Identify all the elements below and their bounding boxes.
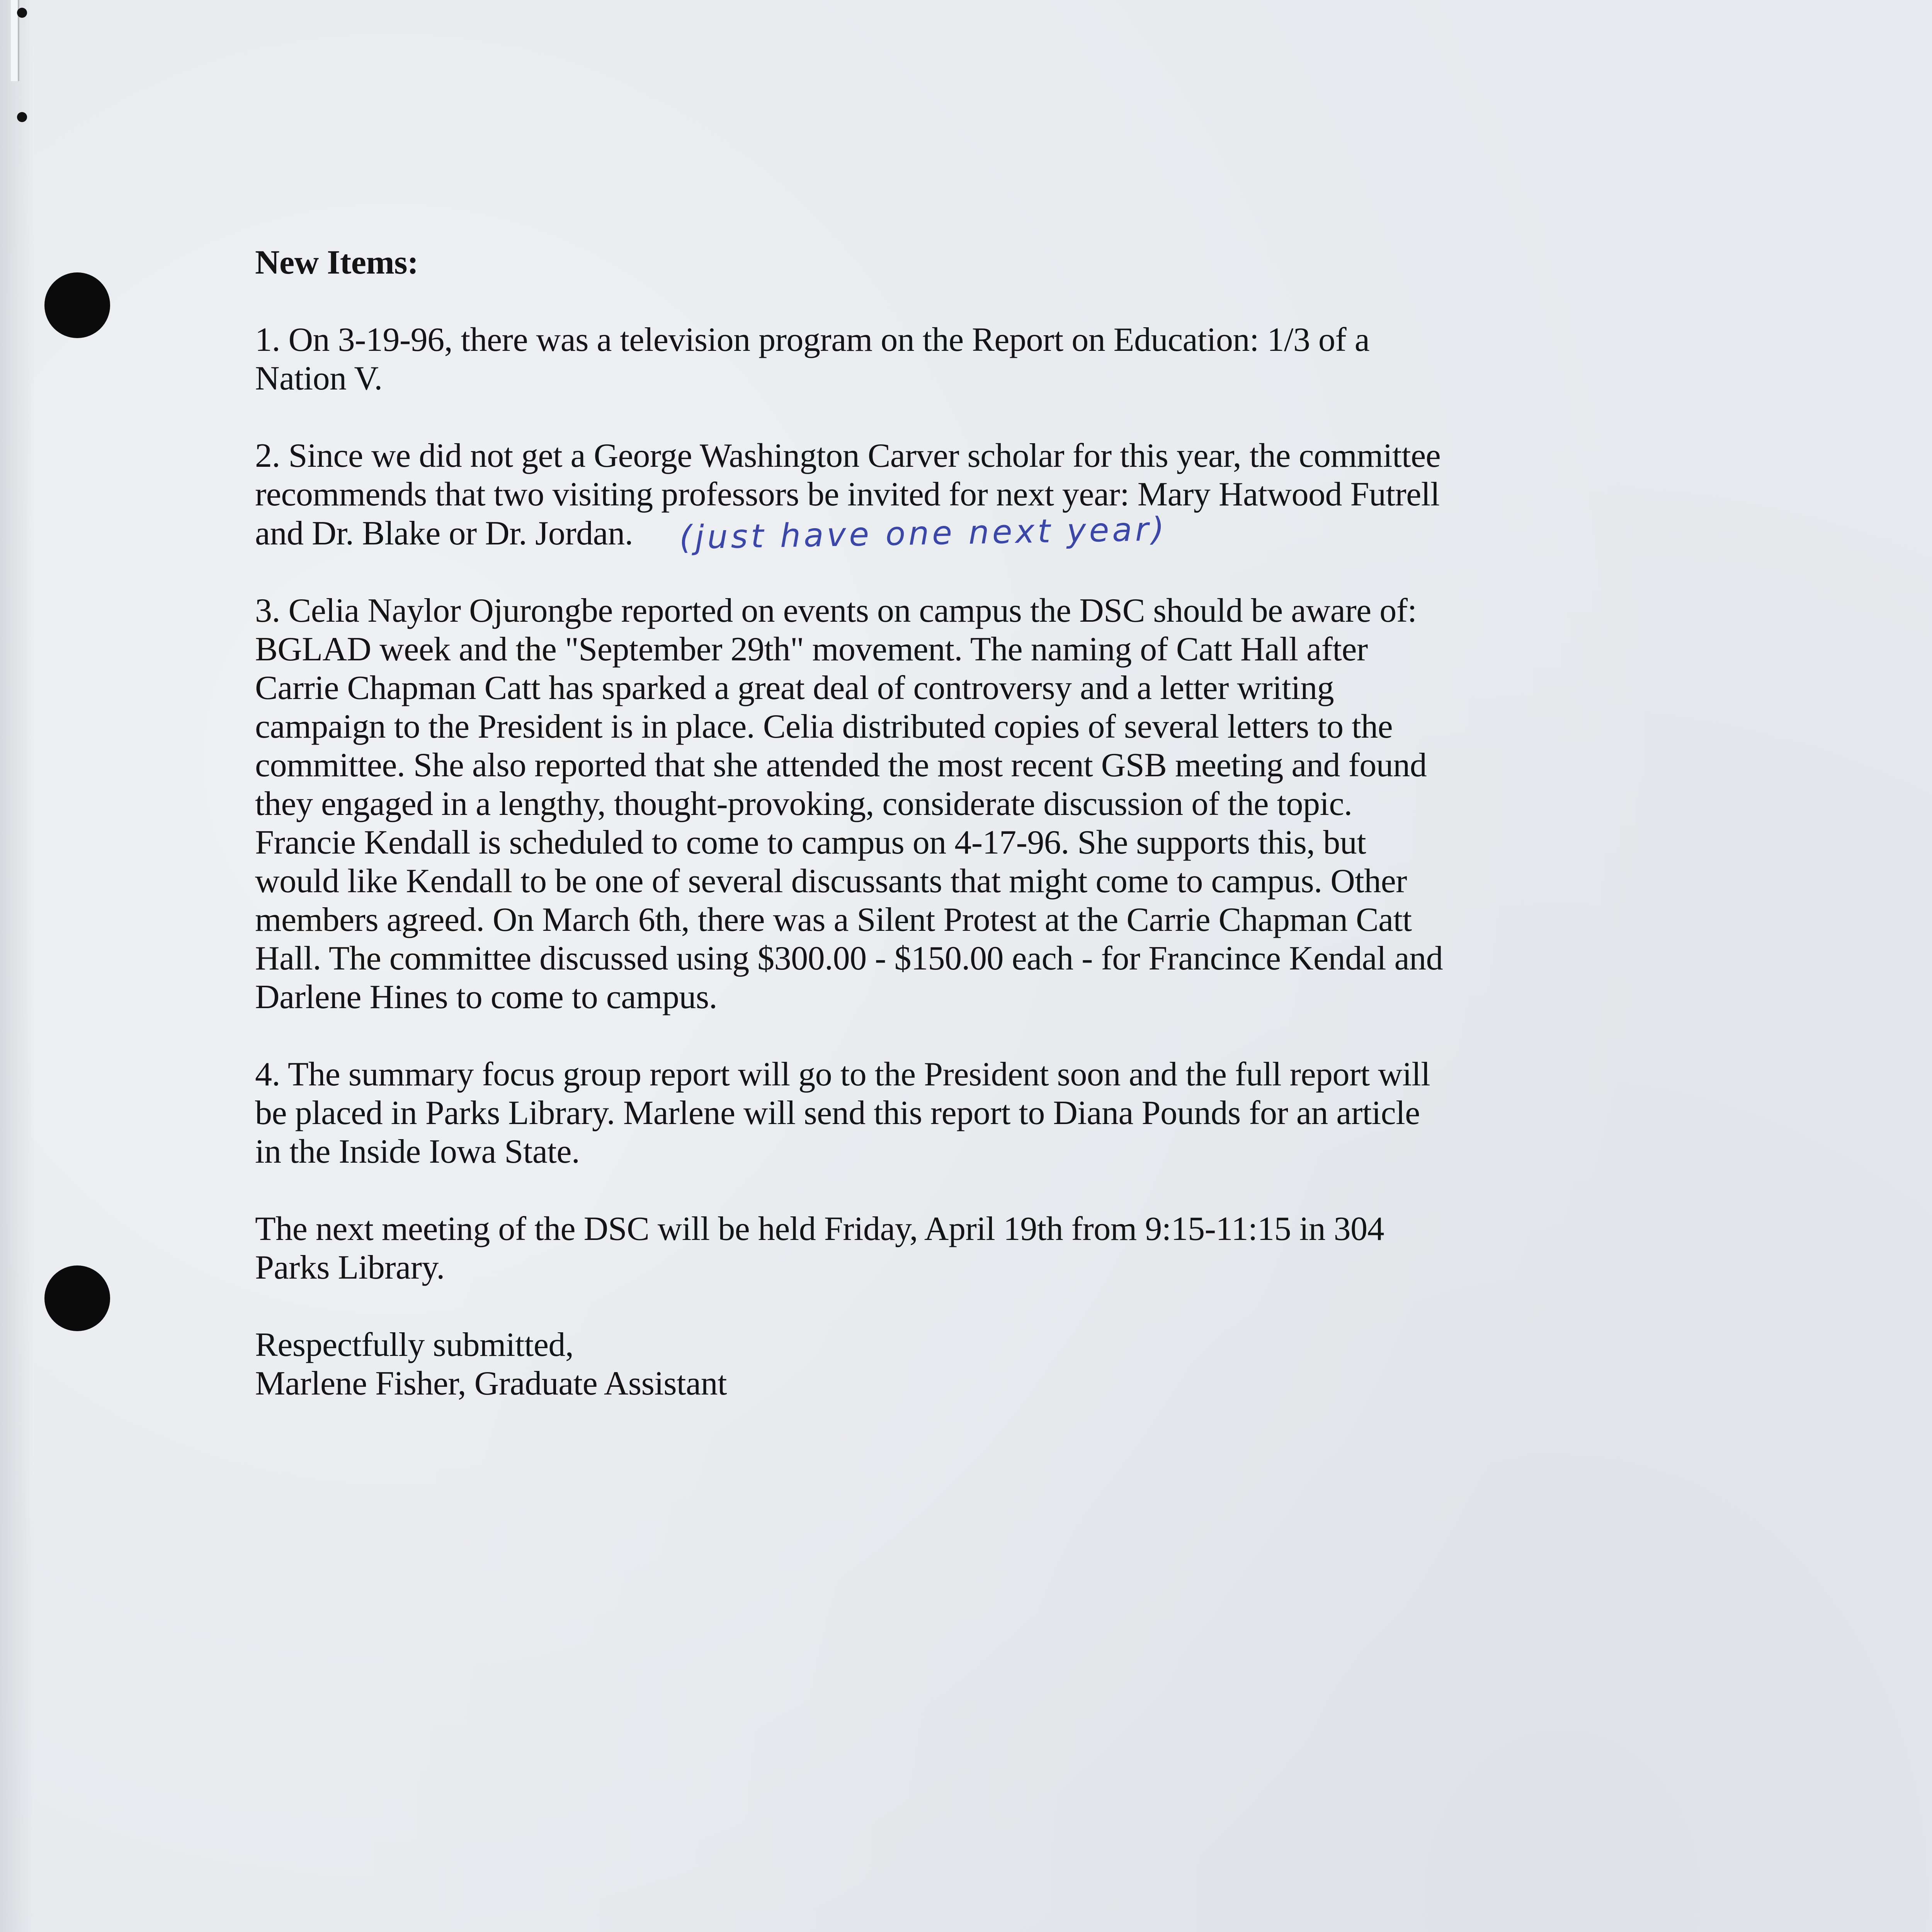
item-3-line: they engaged in a lengthy, thought-provoking, considerate discussion of the topic. xyxy=(255,785,1352,823)
item-3 xyxy=(255,592,1669,1017)
scan-speck-top xyxy=(17,8,27,18)
item-2-line-text: and Dr. Blake or Dr. Jordan. xyxy=(255,515,633,552)
punch-hole-middle xyxy=(44,1265,110,1331)
signature-name: Marlene Fisher, Graduate Assistant xyxy=(255,1365,727,1402)
punch-hole-top xyxy=(44,272,110,338)
item-3-line: committee. She also reported that she attended the most recent GSB meeting and found xyxy=(255,747,1427,784)
section-heading: New Items: xyxy=(255,244,418,281)
item-3-line: BGLAD week and the "September 29th" movement. The naming of Catt Hall after xyxy=(255,631,1368,668)
item-3-line: would like Kendall to be one of several discussants that might come to campus. Other xyxy=(255,862,1407,900)
next-meeting-line: Parks Library. xyxy=(255,1249,445,1286)
item-2 xyxy=(255,437,1669,557)
document-body xyxy=(255,243,1669,1442)
scan-left-edge xyxy=(0,0,35,1932)
item-4-line: 4. The summary focus group report will go to the President soon and the full report will xyxy=(255,1056,1430,1093)
item-2-line-last xyxy=(255,510,1669,557)
signature-block xyxy=(255,1326,1669,1403)
item-3-line: Hall. The committee discussed using $300.00 - $150.00 each - for Francince Kendal and xyxy=(255,940,1443,977)
item-3-line: Carrie Chapman Catt has sparked a great deal of controversy and a letter writing xyxy=(255,669,1334,707)
item-4 xyxy=(255,1055,1669,1171)
item-1-line: 1. On 3-19-96, there was a television program on the Report on Education: 1/3 of a xyxy=(255,321,1370,359)
item-3-line: 3. Celia Naylor Ojurongbe reported on events on campus the DSC should be aware of: xyxy=(255,592,1417,629)
handwritten-annotation: (just have one next year) xyxy=(679,510,1168,557)
item-2-line: 2. Since we did not get a George Washington Carver scholar for this year, the committee xyxy=(255,437,1441,474)
item-3-line: Darlene Hines to come to campus. xyxy=(255,978,718,1016)
scan-speck-lower xyxy=(17,112,27,122)
item-1-line: Nation V. xyxy=(255,360,383,397)
signature-closing: Respectfully submitted, xyxy=(255,1326,574,1364)
item-3-line: members agreed. On March 6th, there was a Silent Protest at the Carrie Chapman Catt xyxy=(255,901,1412,939)
item-4-line: in the Inside Iowa State. xyxy=(255,1133,580,1170)
item-1 xyxy=(255,321,1669,398)
item-3-line: campaign to the President is in place. Celia distributed copies of several letters to the xyxy=(255,708,1393,745)
item-3-line: Francie Kendall is scheduled to come to campus on 4-17-96. She supports this, but xyxy=(255,824,1366,861)
item-2-line: recommends that two visiting professors be invited for next year: Mary Hatwood Futrell xyxy=(255,476,1440,513)
item-4-line: be placed in Parks Library. Marlene will send this report to Diana Pounds for an article xyxy=(255,1094,1420,1132)
next-meeting xyxy=(255,1210,1669,1287)
next-meeting-line: The next meeting of the DSC will be held Friday, April 19th from 9:15-11:15 in 304 xyxy=(255,1210,1384,1248)
